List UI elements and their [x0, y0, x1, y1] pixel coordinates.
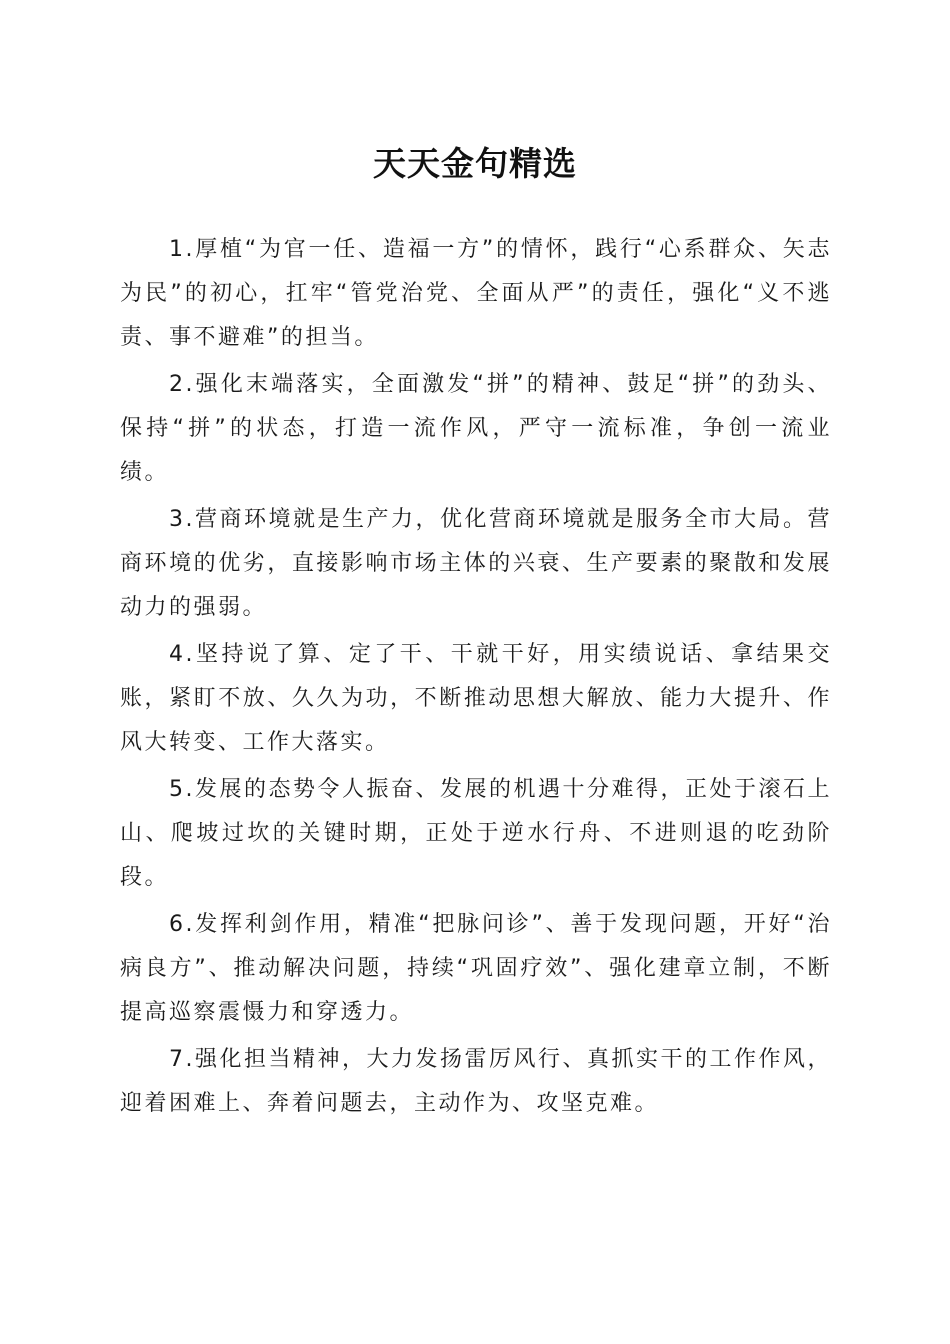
- paragraph-6: 6.发挥利剑作用，精准“把脉问诊”、善于发现问题，开好“治病良方”、推动解决问题，持续“巩固疗效”、强化建章立制，不断提高巡察震慑力和穿透力。: [120, 912, 832, 1025]
- paragraph-2: 2.强化末端落实，全面激发“拼”的精神、鼓足“拼”的劲头、保持“拼”的状态，打造一流作风，严守一流标准，争创一流业绩。: [120, 372, 832, 485]
- paragraph-1: 1.厚植“为官一任、造福一方”的情怀，践行“心系群众、矢志为民”的初心，扛牢“管党治党、全面从严”的责任，强化“义不逃责、事不避难”的担当。: [120, 237, 832, 350]
- document-title: 天天金句精选: [373, 144, 577, 183]
- paragraph-7: 7.强化担当精神，大力发扬雷厉风行、真抓实干的工作作风，迎着困难上、奔着问题去，主动作为、攻坚克难。: [120, 1047, 832, 1116]
- paragraph-4: 4.坚持说了算、定了干、干就干好，用实绩说话、拿结果交账，紧盯不放、久久为功，不断推动思想大解放、能力大提升、作风大转变、工作大落实。: [120, 642, 832, 755]
- paragraph-3: 3.营商环境就是生产力，优化营商环境就是服务全市大局。营商环境的优劣，直接影响市场主体的兴衰、生产要素的聚散和发展动力的强弱。: [120, 507, 832, 620]
- paragraph-5: 5.发展的态势令人振奋、发展的机遇十分难得，正处于滚石上山、爬坡过坎的关键时期，正处于逆水行舟、不进则退的吃劲阶段。: [120, 777, 832, 890]
- document-body: [120, 228, 832, 1129]
